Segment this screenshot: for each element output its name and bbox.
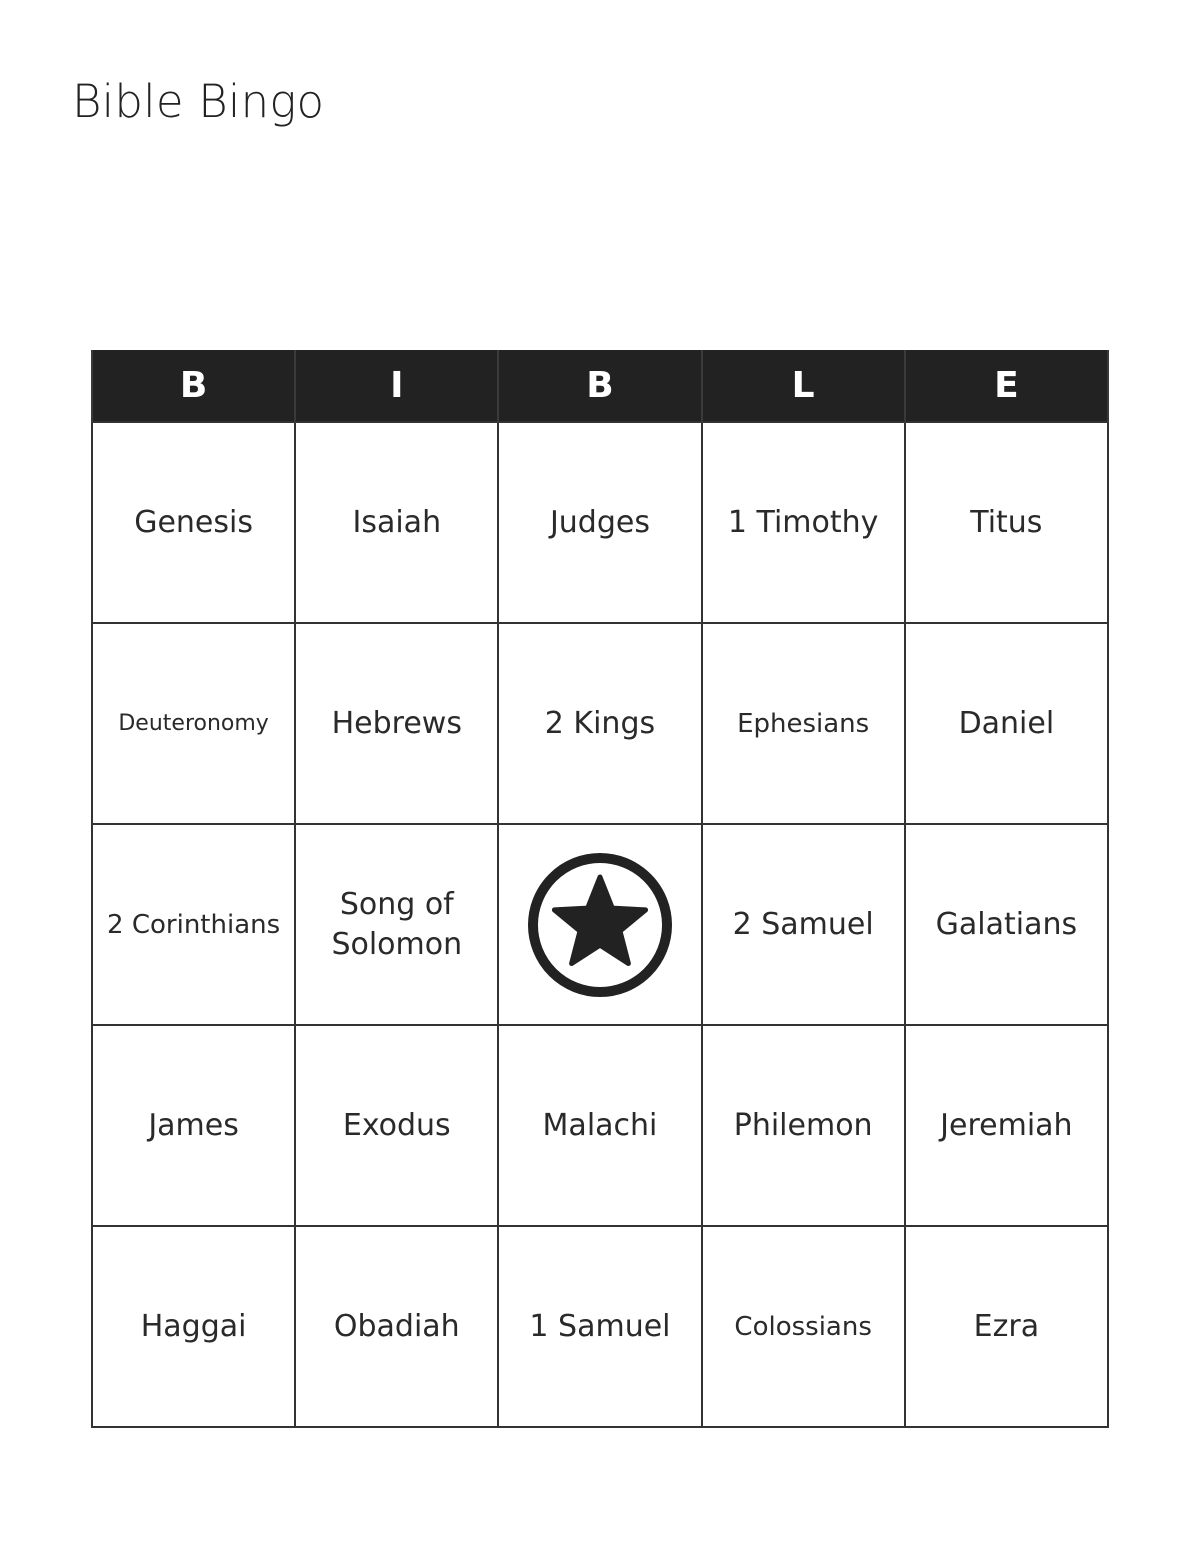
bingo-cell: Haggai (92, 1226, 295, 1427)
bingo-row (92, 1025, 1108, 1226)
bingo-cell: Daniel (905, 623, 1108, 824)
bingo-cell: Ephesians (702, 623, 905, 824)
bingo-cell: Colossians (702, 1226, 905, 1427)
bingo-row (92, 623, 1108, 824)
bingo-cell: Hebrews (295, 623, 498, 824)
bingo-cell: Galatians (905, 824, 1108, 1025)
bingo-cell: 1 Samuel (498, 1226, 701, 1427)
bingo-cell: Malachi (498, 1025, 701, 1226)
star-in-circle-icon (526, 851, 674, 999)
bingo-cell: Song of Solomon (295, 824, 498, 1025)
bingo-cell: 2 Corinthians (92, 824, 295, 1025)
header-letter-e: E (905, 350, 1108, 422)
bingo-row (92, 422, 1108, 623)
page-title: Bible Bingo (72, 75, 325, 128)
bingo-cell: Jeremiah (905, 1025, 1108, 1226)
bingo-cell: James (92, 1025, 295, 1226)
bingo-card (91, 350, 1109, 1428)
bingo-cell: 1 Timothy (702, 422, 905, 623)
header-letter-l: L (702, 350, 905, 422)
free-space-cell (498, 824, 701, 1025)
bingo-cell: Titus (905, 422, 1108, 623)
bingo-cell: 2 Samuel (702, 824, 905, 1025)
bingo-cell: Deuteronomy (92, 623, 295, 824)
bingo-cell: Judges (498, 422, 701, 623)
bingo-cell: Genesis (92, 422, 295, 623)
bingo-cell: Isaiah (295, 422, 498, 623)
header-letter-b-second: B (498, 350, 701, 422)
bingo-cell: Philemon (702, 1025, 905, 1226)
bingo-header-row (92, 350, 1108, 422)
bingo-row (92, 824, 1108, 1025)
bingo-row (92, 1226, 1108, 1427)
bingo-cell: Ezra (905, 1226, 1108, 1427)
header-letter-b: B (92, 350, 295, 422)
bingo-cell: 2 Kings (498, 623, 701, 824)
bingo-cell: Exodus (295, 1025, 498, 1226)
header-letter-i: I (295, 350, 498, 422)
bingo-cell: Obadiah (295, 1226, 498, 1427)
